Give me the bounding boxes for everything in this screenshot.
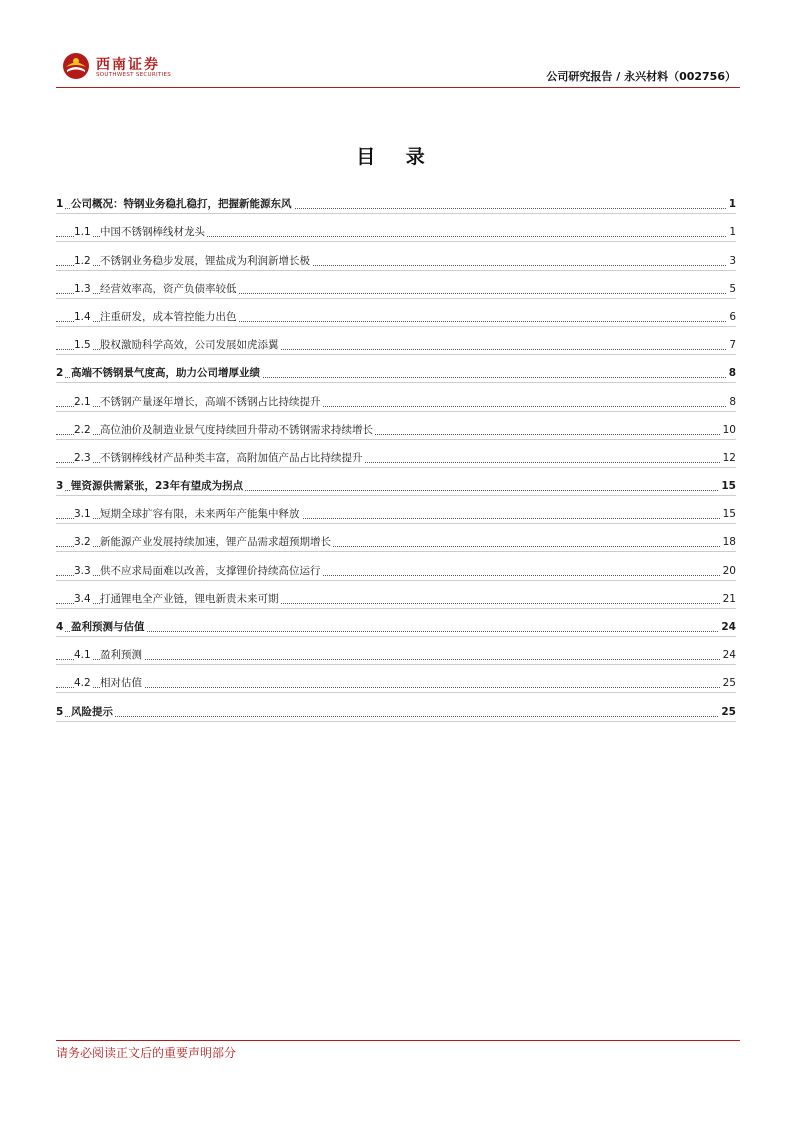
toc-entry-title[interactable]: 供不应求局面难以改善，支撑锂价持续高位运行 [100,564,321,577]
toc-entry-page: 18 [722,536,736,549]
toc-entry-title[interactable]: 短期全球扩容有限，未来两年产能集中释放 [100,508,300,521]
toc-entry-title[interactable]: 中国不锈钢棒线材龙头 [100,226,205,239]
toc-entry-page: 15 [721,480,736,493]
toc-entry-number: 4.2 [74,677,91,690]
southwest-securities-logo-icon [62,52,90,80]
toc-section-entry[interactable] [56,524,736,552]
toc-chapter-entry[interactable] [56,186,736,214]
toc-entry-number: 2.3 [74,451,91,464]
toc-entry-number: 1.1 [74,226,91,239]
toc-entry-page: 6 [729,310,736,323]
toc-entry-number: 1.3 [74,282,91,295]
toc-section-entry[interactable] [56,383,736,411]
toc-section-entry[interactable] [56,440,736,468]
toc-section-entry[interactable] [56,242,736,270]
toc-entry-title[interactable]: 相对估值 [100,677,142,690]
toc-entry-title[interactable]: 高端不锈钢景气度高，助力公司增厚业绩 [71,367,260,380]
toc-leader-dots [56,631,736,632]
toc-entry-number: 3 [56,480,64,493]
toc-section-entry[interactable] [56,214,736,242]
toc-section-entry[interactable] [56,299,736,327]
toc-entry-number: 3.2 [74,536,91,549]
toc-entry-page: 8 [729,395,736,408]
toc-entry-number: 1.2 [74,254,91,267]
toc-entry-title[interactable]: 公司概况：特钢业务稳扎稳打，把握新能源东风 [71,198,292,211]
toc-entry-number: 1.4 [74,310,91,323]
toc-entry-page: 24 [721,621,736,633]
toc-entry-page: 10 [722,423,736,436]
toc-entry-title[interactable]: 不锈钢棒线材产品种类丰富，高附加值产品占比持续提升 [100,451,363,464]
toc-section-entry[interactable] [56,496,736,524]
header-divider [56,87,740,88]
report-title: 公司研究报告 / 永兴材料（002756） [546,70,736,83]
toc-entry-title[interactable]: 打通锂电全产业链，锂电新贵未来可期 [100,592,279,605]
toc-heading: 目 录 [356,146,437,168]
toc-entry-title[interactable]: 不锈钢业务稳步发展，锂盐成为利润新增长极 [100,254,310,267]
footer-divider [56,1040,740,1041]
toc-entry-number: 4 [56,621,64,633]
toc-entry-title[interactable]: 新能源产业发展持续加速，锂产品需求超预期增长 [100,536,331,549]
footer-disclaimer: 请务必阅读正文后的重要声明部分 [56,1046,237,1060]
toc-section-entry[interactable] [56,271,736,299]
toc-entry-page: 1 [728,198,736,211]
toc-chapter-entry[interactable] [56,355,736,383]
toc-entry-title[interactable]: 盈利预测与估值 [71,621,145,633]
toc-leader-dots [56,687,736,688]
toc-entry-title[interactable]: 不锈钢产量逐年增长，高端不锈钢占比持续提升 [100,395,321,408]
toc-entry-page: 7 [729,339,736,352]
toc-entry-page: 21 [722,592,736,605]
toc-entry-page: 5 [729,282,736,295]
toc-entry-number: 2.1 [74,395,91,408]
toc-entry-title[interactable]: 盈利预测 [100,649,142,662]
toc-entry-title[interactable]: 股权激励科学高效，公司发展如虎添翼 [100,339,279,352]
toc-section-entry[interactable] [56,637,736,665]
toc-section-entry[interactable] [56,665,736,693]
toc-section-entry[interactable] [56,552,736,580]
toc-entry-page: 24 [722,649,736,662]
toc-entry-number: 2.2 [74,423,91,436]
toc-entry-page: 20 [722,564,736,577]
logo-english-name: SOUTHWEST SECURITIES [96,72,172,78]
toc-chapter-entry[interactable] [56,693,736,721]
toc-entry-page: 12 [722,451,736,464]
toc-entry-title[interactable]: 经营效率高，资产负债率较低 [100,282,237,295]
toc-entry-page: 25 [721,705,736,718]
toc-entry-number: 3.1 [74,508,91,521]
toc-entry-number: 1 [56,198,64,211]
page-header [56,44,740,88]
toc-entry-title[interactable]: 风险提示 [71,705,113,718]
toc-leader-dots [56,659,736,660]
toc-entry-title[interactable]: 高位油价及制造业景气度持续回升带动不锈钢需求持续增长 [100,423,373,436]
toc-entry-number: 3.4 [74,592,91,605]
toc-section-entry[interactable] [56,412,736,440]
toc-leader-dots [56,716,736,717]
toc-entry-page: 25 [722,677,736,690]
toc-entry-title[interactable]: 锂资源供需紧张，23年有望成为拐点 [71,480,244,493]
toc-entry-page: 8 [728,367,736,380]
toc-entry-number: 1.5 [74,339,91,352]
logo-chinese-name: 西南证券 [96,57,160,73]
toc-entry-page: 15 [722,508,736,521]
toc-entry-page: 1 [729,226,736,239]
toc-section-entry[interactable] [56,327,736,355]
toc-entry-page: 3 [729,254,736,267]
toc-chapter-entry[interactable] [56,468,736,496]
toc-entry-number: 5 [56,705,64,718]
toc-entry-title[interactable]: 注重研发，成本管控能力出色 [100,310,237,323]
toc-entry-number: 4.1 [74,649,91,662]
company-logo [56,48,196,84]
table-of-contents [56,186,736,722]
toc-chapter-entry[interactable] [56,609,736,637]
toc-entry-number: 3.3 [74,564,91,577]
toc-entry-number: 2 [56,367,64,380]
toc-section-entry[interactable] [56,581,736,609]
